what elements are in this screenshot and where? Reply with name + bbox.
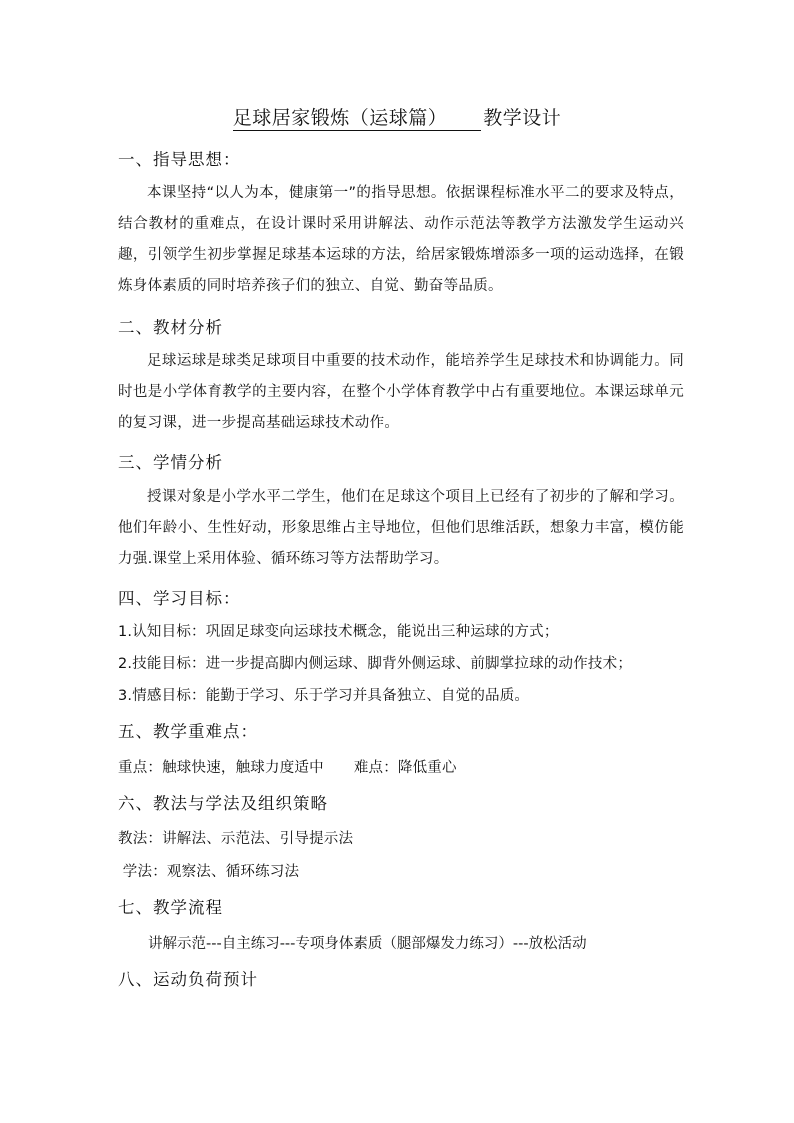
objective-item-cognitive: 1.认知目标：巩固足球变向运球技术概念，能说出三种运球的方式；	[118, 624, 559, 640]
section-heading-key-difficult-points: 五、教学重难点：	[118, 722, 258, 741]
key-difficult-points-line	[118, 756, 457, 780]
section-heading-guiding-ideology: 一、指导思想：	[118, 150, 241, 169]
document-title	[0, 105, 794, 131]
section-heading-learning-objectives: 四、学习目标：	[118, 589, 241, 608]
section-heading-exercise-load: 八、运动负荷预计	[118, 970, 258, 989]
paragraph-material-analysis: 足球运球是球类足球项目中重要的技术动作，能培养学生足球技术和协调能力。同时也是小学体育教学的主要内容，在整个小学体育教学中占有重要地位。本课运球单元的复习课，进一步提高基础运球技术动作。	[118, 353, 684, 431]
paragraph-guiding-ideology: 本课坚持“以人为本，健康第一”的指导思想。依据课程标准水平二的要求及特点，结合教材的重难点，在设计课时采用讲解法、动作示范法等教学方法激发学生运动兴趣，引领学生初步掌握足球基本运球的方法，给居家锻炼增添多一项的运动选择，在锻炼身体素质的同时培养孩子们的独立、自觉、勤奋等品质。	[118, 185, 684, 294]
title-tail: 教学设计	[483, 107, 562, 129]
paragraph-learner-analysis: 授课对象是小学水平二学生，他们在足球这个项目上已经有了初步的了解和学习。他们年龄小、生性好动，形象思维占主导地位，但他们思维活跃，想象力丰富，模仿能力强.课堂上采用体验、循环练习等方法帮助学习。	[118, 489, 684, 567]
learning-method-line: 学法：观察法、循环练习法	[118, 864, 300, 880]
title-underline-gap	[447, 110, 481, 131]
objective-item-affective: 3.情感目标：能勤于学习、乐于学习并具备独立、自觉的品质。	[118, 688, 530, 704]
section-heading-material-analysis: 二、教材分析	[118, 318, 223, 337]
section-heading-learner-analysis: 三、学情分析	[118, 453, 223, 472]
objective-item-skill: 2.技能目标：进一步提高脚内侧运球、脚背外侧运球、前脚掌拉球的动作技术；	[118, 656, 633, 672]
difficult-point-text: 难点：降低重心	[353, 760, 457, 776]
teaching-method-line: 教法：讲解法、示范法、引导提示法	[118, 831, 354, 847]
section-heading-teaching-flow: 七、教学流程	[118, 898, 223, 917]
section-heading-methods-strategies: 六、教法与学法及组织策略	[118, 794, 328, 813]
key-point-text: 重点：触球快速，触球力度适中	[118, 760, 324, 776]
title-main: 足球居家锻炼（运球篇）	[232, 107, 448, 129]
teaching-flow-line: 讲解示范---自主练习---专项身体素质（腿部爆发力练习）---放松活动	[148, 936, 587, 952]
